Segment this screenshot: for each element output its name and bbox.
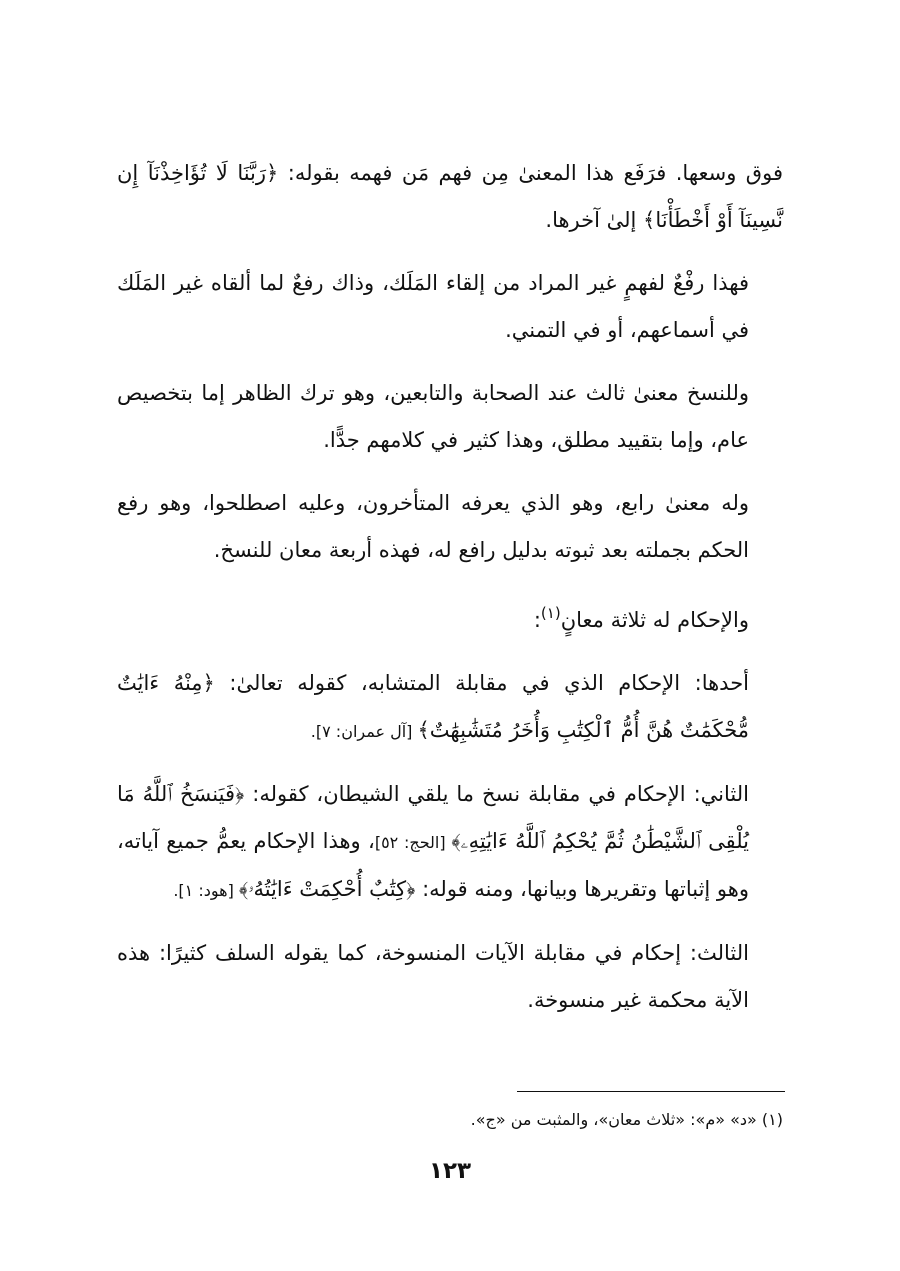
paragraph-6 xyxy=(117,660,783,755)
verse-reference-3: [الحج: ٥٢] xyxy=(374,833,452,852)
paragraph-1 xyxy=(117,150,783,244)
paragraph-5 xyxy=(117,590,783,644)
footnote-marker[interactable]: (١) xyxy=(540,604,561,622)
verse-reference-2: [آل عمران: ٧]. xyxy=(310,722,418,741)
paragraph-5-text: والإحكام له ثلاثة معانٍ xyxy=(560,608,749,632)
paragraph-5-tail: : xyxy=(533,608,541,632)
paragraph-1-tail: إلىٰ آخرها. xyxy=(545,208,644,232)
page-number: ١٢٣ xyxy=(428,1158,472,1184)
paragraph-4: وله معنىٰ رابع، وهو الذي يعرفه المتأخرون، وعليه اصطلحوا، وهو رفع الحكم بجملته بعد ثبوته بدليل رافع له، فهذه أربعة معان للنسخ. xyxy=(117,491,749,562)
paragraph-3: وللنسخ معنىٰ ثالث عند الصحابة والتابعين، وهو ترك الظاهر إما بتخصيص عام، وإما بتقييد مطلق، وهذا كثير في كلامهم جدًّا. xyxy=(117,381,749,452)
quran-verse-1: ﴿رَبَّنَا لَا تُؤَاخِذْنَآ إِن نَّسِينَآ أَوْ أَخْطَأْنَا﴾ xyxy=(117,161,783,232)
quran-verse-3: ﴿فَيَنسَخُ ٱللَّهُ مَا يُلْقِى ٱلشَّيْطَٰنُ ثُمَّ يُحْكِمُ ٱللَّهُ ءَايَٰتِهِۦ﴾ xyxy=(117,782,749,853)
footnote-divider xyxy=(517,1091,785,1092)
paragraph-7-middle: ، وهذا الإحكام يعمُّ جميع آياته، وهو إثباتها وتقريرها وبيانها، ومنه قوله: xyxy=(117,829,749,901)
paragraph-8: الثالث: إحكام في مقابلة الآيات المنسوخة، كما يقوله السلف كثيرًا: هذه الآية محكمة غير منسوخة. xyxy=(117,941,749,1012)
footnote: (١) «د» «م»: «ثلاث معان»، والمثبت من «ج». xyxy=(470,1110,783,1129)
paragraph-1-text: فوق وسعها. فرَفَع هذا المعنىٰ مِن فهم مَن فهمه بقوله: xyxy=(278,161,783,185)
quran-verse-2: ﴿مِنْهُ ءَايَٰتٌ مُّحْكَمَٰتٌ هُنَّ أُمُّ ٱلْكِتَٰبِ وَأُخَرُ مُتَشَٰبِهَٰتٌ﴾ xyxy=(117,671,749,742)
paragraph-2: فهذا رفْعٌ لفهمٍ غير المراد من إلقاء المَلَك، وذاك رفعٌ لما ألقاه غير المَلَك في أسماعهم، أو في التمني. xyxy=(117,271,749,342)
paragraph-7 xyxy=(117,771,783,914)
verse-reference-4: [هود: ١]. xyxy=(173,881,239,900)
paragraph-7-text: الثاني: الإحكام في مقابلة نسخ ما يلقي الشيطان، كقوله: xyxy=(244,782,749,806)
quran-verse-4: ﴿كِتَٰبٌ أُحْكِمَتْ ءَايَٰتُهُۥ﴾ xyxy=(238,877,416,901)
paragraph-6-text: أحدها: الإحكام الذي في مقابلة المتشابه، كقوله تعالىٰ: xyxy=(214,671,750,695)
main-text xyxy=(117,150,783,1040)
